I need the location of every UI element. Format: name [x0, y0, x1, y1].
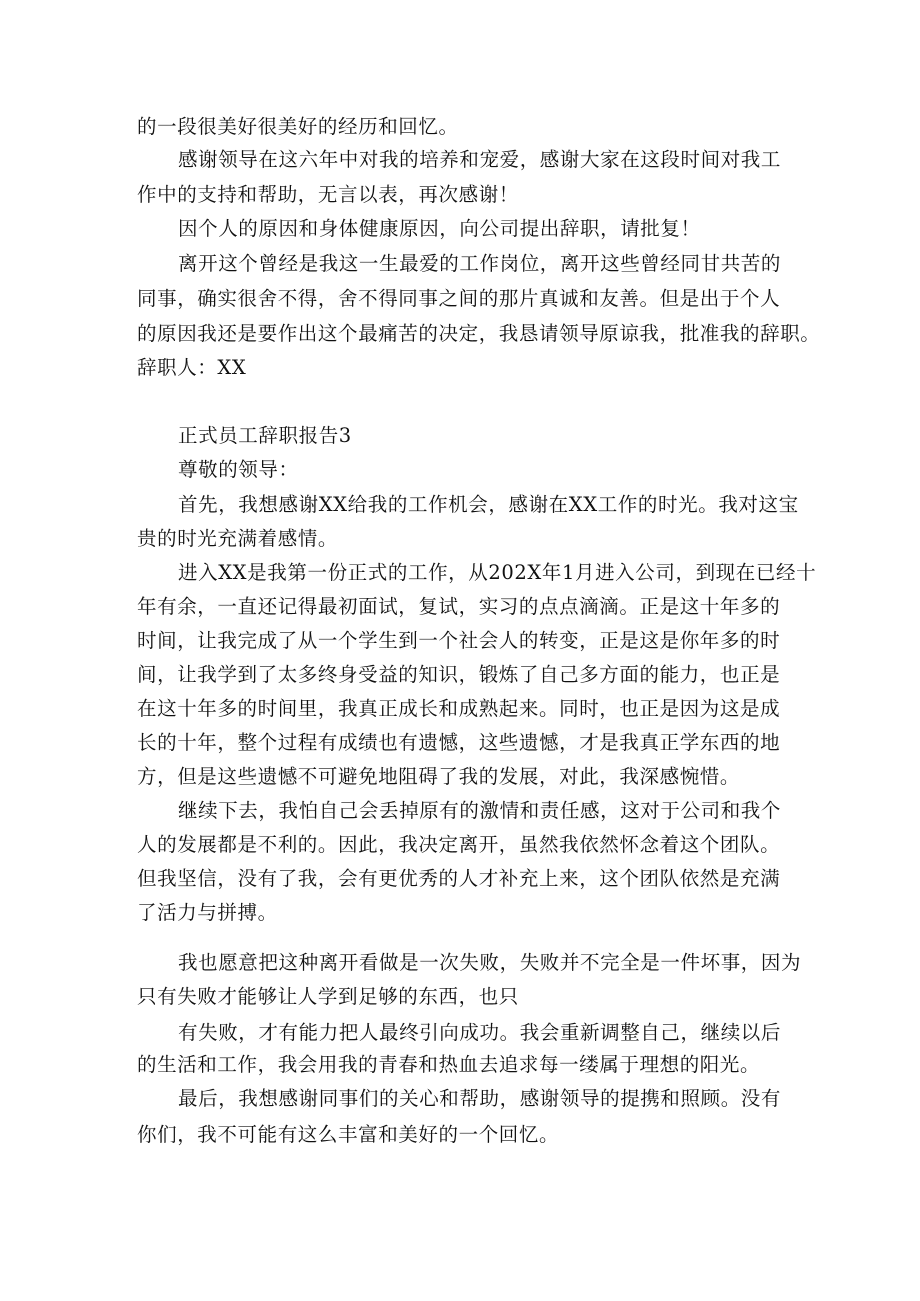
paragraph-line: 继续下去，我怕自己会丢掉原有的激情和责任感，这对于公司和我个 [178, 799, 782, 822]
paragraph-line: 年有余，一直还记得最初面试，复试，实习的点点滴滴。正是这十年多的 [137, 595, 781, 618]
paragraph-line: 你们，我不可能有这么丰富和美好的一个回忆。 [137, 1123, 560, 1146]
section-title: 正式员工辞职报告3 [178, 424, 352, 447]
paragraph-line: 方，但是这些遗憾不可避免地阻碍了我的发展，对此，我深感惋惜。 [137, 765, 741, 788]
paragraph-line: 因个人的原因和身体健康原因，向公司提出辞职，请批复！ [178, 217, 701, 240]
salutation: 尊敬的领导： [178, 458, 299, 481]
paragraph-line: 首先，我想感谢XX给我的工作机会，感谢在XX工作的时光。我对这宝 [178, 493, 799, 516]
paragraph-line: 有失败，才有能力把人最终引向成功。我会重新调整自己，继续以后 [178, 1021, 782, 1044]
paragraph-line: 在这十年多的时间里，我真正成长和成熟起来。同时，也正是因为这是成 [137, 697, 781, 720]
signature-line: 辞职人：XX [137, 356, 247, 379]
paragraph-line: 长的十年，整个过程有成绩也有遗憾，这些遗憾，才是我真正学东西的地 [137, 731, 781, 754]
paragraph-line: 进入XX是我第一份正式的工作，从202X年1月进入公司，到现在已经十 [178, 561, 817, 584]
paragraph-line: 离开这个曾经是我这一生最爱的工作岗位，离开这些曾经同甘共苦的 [178, 252, 782, 275]
paragraph-line: 同事，确实很舍不得，舍不得同事之间的那片真诚和友善。但是出于个人 [137, 287, 781, 310]
paragraph-line: 感谢领导在这六年中对我的培养和宠爱，感谢大家在这段时间对我工 [178, 148, 782, 171]
paragraph-line: 的原因我还是要作出这个最痛苦的决定，我恳请领导原谅我，批准我的辞职。 [137, 322, 821, 345]
paragraph-line: 间，让我学到了太多终身受益的知识，锻炼了自己多方面的能力，也正是 [137, 663, 781, 686]
paragraph-line: 时间，让我完成了从一个学生到一个社会人的转变，正是这是你年多的时 [137, 629, 781, 652]
paragraph-line: 作中的支持和帮助，无言以表，再次感谢！ [137, 183, 519, 206]
paragraph-line: 最后，我想感谢同事们的关心和帮助，感谢领导的提携和照顾。没有 [178, 1087, 782, 1110]
paragraph-line: 人的发展都是不利的。因此，我决定离开，虽然我依然怀念着这个团队。 [137, 833, 781, 856]
paragraph-line: 只有失败才能够让人学到足够的东西，也只 [137, 985, 519, 1008]
paragraph-line: 的一段很美好很美好的经历和回忆。 [137, 115, 459, 138]
paragraph-line: 了活力与拼搏。 [137, 901, 278, 924]
paragraph-line: 贵的时光充满着感情。 [137, 527, 339, 550]
paragraph-line: 我也愿意把这种离开看做是一次失败，失败并不完全是一件坏事，因为 [178, 951, 802, 974]
paragraph-line: 的生活和工作，我会用我的青春和热血去追求每一缕属于理想的阳光。 [137, 1053, 761, 1076]
paragraph-line: 但我坚信，没有了我，会有更优秀的人才补充上来，这个团队依然是充满 [137, 867, 781, 890]
